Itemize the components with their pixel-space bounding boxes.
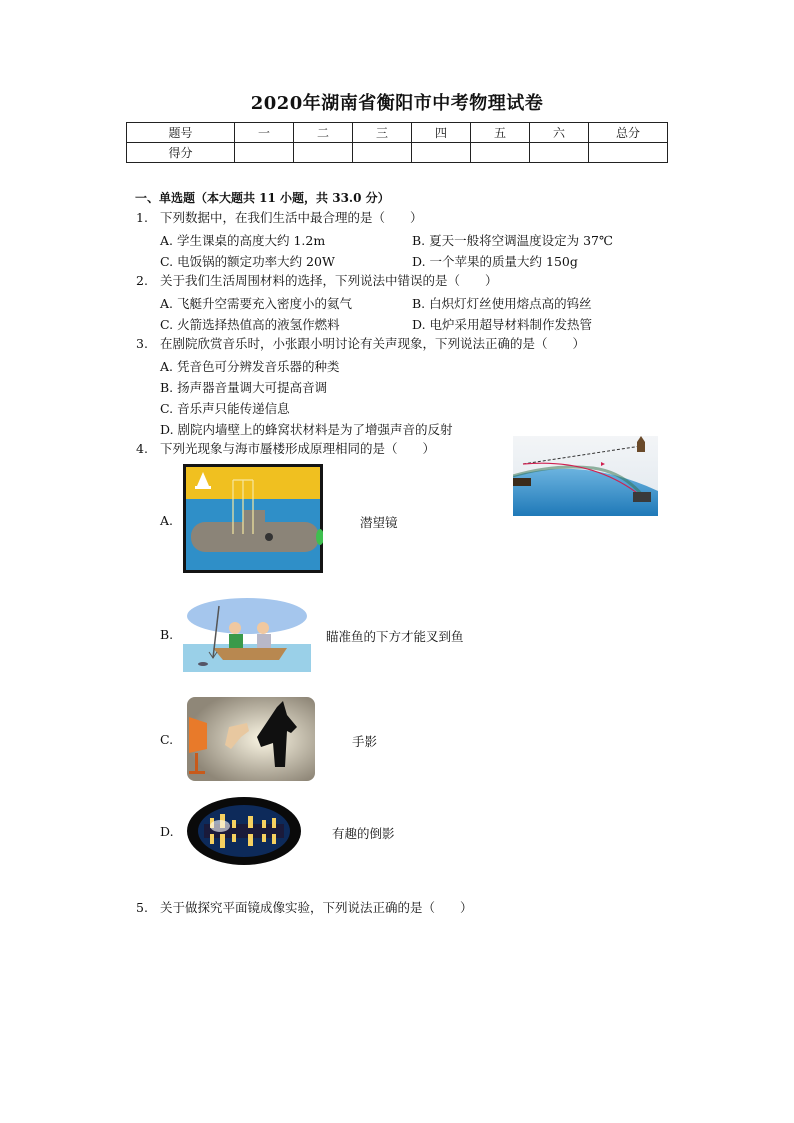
option-d-label[interactable]: D. bbox=[160, 824, 174, 839]
score-cell: 三 bbox=[353, 123, 412, 143]
option-c-label[interactable]: C. bbox=[160, 732, 174, 747]
option-d[interactable]: D. 剧院内墙壁上的蜂窝状材料是为了增强声音的反射 bbox=[160, 422, 453, 437]
question-text: 关于做探究平面镜成像实验，下列说法正确的是（ ） bbox=[160, 900, 473, 915]
option-d[interactable]: D. 电炉采用超导材料制作发热管 bbox=[412, 317, 593, 332]
score-cell: 一 bbox=[235, 123, 294, 143]
option-b[interactable]: B. 夏天一般将空调温度设定为 37℃ bbox=[412, 233, 613, 248]
option-d-caption: 有趣的倒影 bbox=[332, 826, 395, 841]
mirage-image bbox=[513, 436, 658, 516]
score-cell: 得分 bbox=[127, 143, 235, 163]
question-number: 5. bbox=[136, 900, 148, 915]
score-cell: 六 bbox=[530, 123, 589, 143]
score-cell bbox=[353, 143, 412, 163]
question-number: 2. bbox=[136, 273, 148, 288]
option-c[interactable]: C. 电饭锅的额定功率大约 20W bbox=[160, 254, 335, 269]
score-cell bbox=[412, 143, 471, 163]
question-number: 1. bbox=[136, 210, 148, 225]
periscope-image[interactable] bbox=[183, 464, 323, 573]
question-text: 关于我们生活周围材料的选择，下列说法中错误的是（ ） bbox=[160, 273, 498, 288]
score-cell bbox=[294, 143, 353, 163]
section-heading: 一、单选题（本大题共 11 小题，共 33.0 分） bbox=[135, 191, 390, 205]
score-cell: 二 bbox=[294, 123, 353, 143]
option-a[interactable]: A. 凭音色可分辨发音乐器的种类 bbox=[160, 359, 340, 374]
score-cell: 四 bbox=[412, 123, 471, 143]
score-table bbox=[126, 122, 668, 163]
score-table-header-row bbox=[127, 123, 668, 143]
score-cell: 题号 bbox=[127, 123, 235, 143]
question-text: 下列光现象与海市蜃楼形成原理相同的是（ ） bbox=[160, 441, 436, 456]
score-cell bbox=[589, 143, 668, 163]
question-text: 在剧院欣赏音乐时，小张跟小明讨论有关声现象，下列说法正确的是（ ） bbox=[160, 336, 586, 351]
option-b[interactable]: B. 白炽灯灯丝使用熔点高的钨丝 bbox=[412, 296, 592, 311]
option-b[interactable]: B. 扬声器音量调大可提高音调 bbox=[160, 380, 328, 395]
score-cell: 五 bbox=[471, 123, 530, 143]
hand-shadow-image[interactable] bbox=[187, 697, 315, 781]
option-c-caption: 手影 bbox=[352, 734, 378, 749]
option-d[interactable]: D. 一个苹果的质量大约 150g bbox=[412, 254, 578, 269]
score-cell bbox=[530, 143, 589, 163]
option-b-label[interactable]: B. bbox=[160, 627, 174, 642]
question-number: 4. bbox=[136, 441, 148, 456]
score-table-score-row bbox=[127, 143, 668, 163]
score-cell bbox=[235, 143, 294, 163]
option-c[interactable]: C. 火箭选择热值高的液氢作燃料 bbox=[160, 317, 340, 332]
fishing-image[interactable] bbox=[183, 596, 311, 672]
option-a-label[interactable]: A. bbox=[160, 513, 174, 528]
question-number: 3. bbox=[136, 336, 148, 351]
option-a[interactable]: A. 学生课桌的高度大约 1.2m bbox=[160, 233, 326, 248]
option-c[interactable]: C. 音乐声只能传递信息 bbox=[160, 401, 290, 416]
option-a[interactable]: A. 飞艇升空需要充入密度小的氦气 bbox=[160, 296, 352, 311]
option-a-caption: 潜望镜 bbox=[360, 515, 398, 530]
exam-title: 2020年湖南省衡阳市中考物理试卷 bbox=[250, 93, 544, 114]
option-b-caption: 瞄准鱼的下方才能叉到鱼 bbox=[326, 629, 464, 644]
question-text: 下列数据中，在我们生活中最合理的是（ ） bbox=[160, 210, 423, 225]
reflection-image[interactable] bbox=[186, 796, 302, 866]
score-cell bbox=[471, 143, 530, 163]
score-cell: 总分 bbox=[589, 123, 668, 143]
